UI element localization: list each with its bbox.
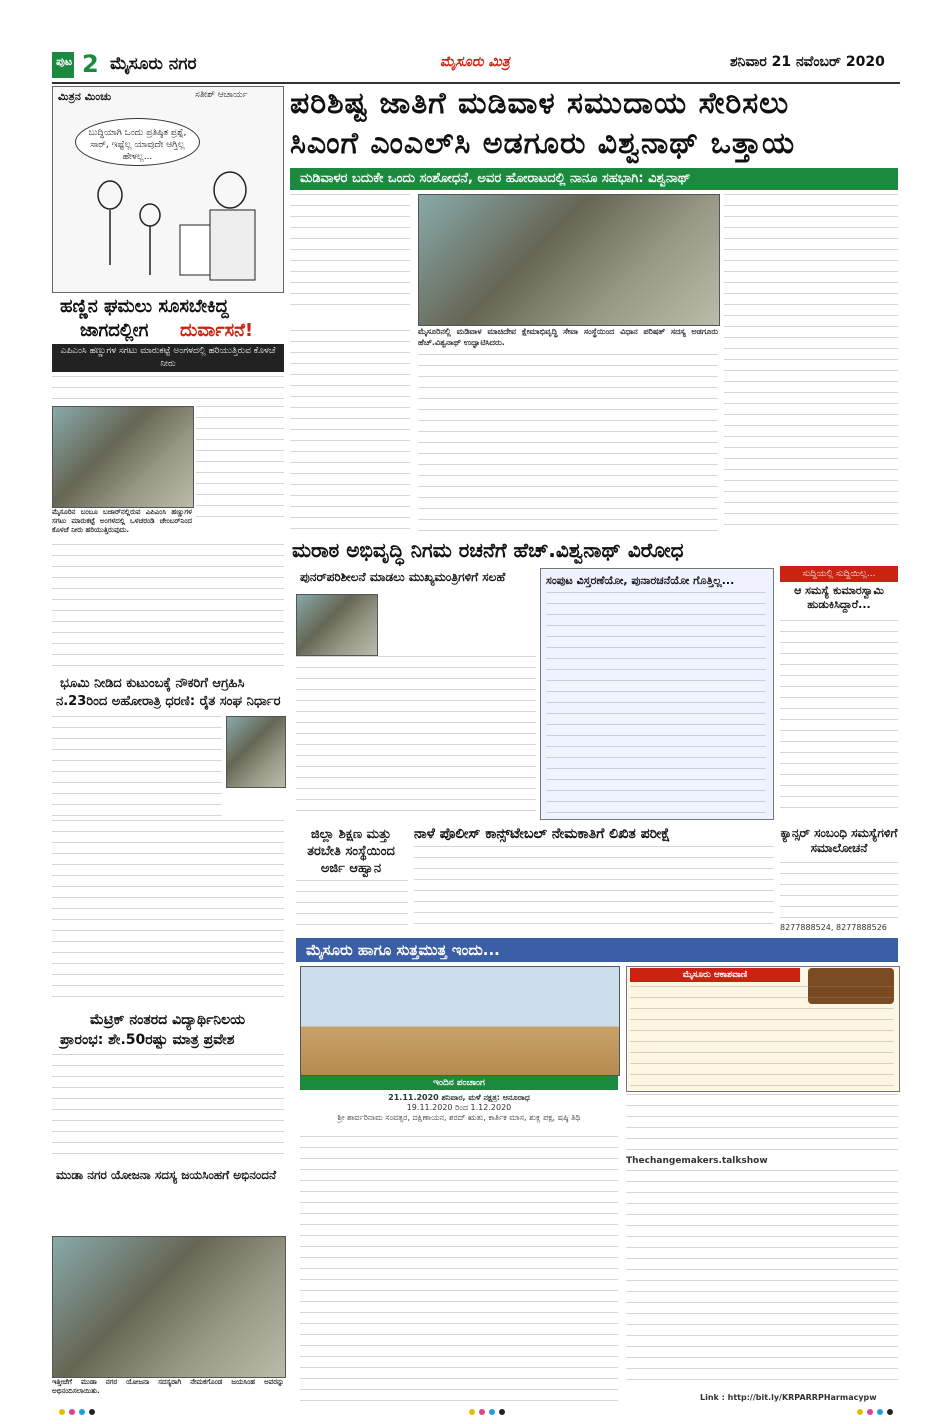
fruit-story-subhead: ಎಪಿಎಂಸಿ ಹಣ್ಣುಗಳ ಸಗಟು ಮಾರುಕಟ್ಟೆ ಅಂಗಳದಲ್ಲಿ ಹರಿಯುತ್ತಿರುವ ಕೊಳಚೆ ನೀರು: [52, 344, 284, 372]
fruit-story-body-top: [52, 376, 284, 406]
lead-body-col1: [290, 194, 410, 314]
muda-story-caption: ಇತ್ತೀಚೆಗೆ ಮುಡಾ ನಗರ ಯೋಜನಾ ಸದಸ್ಯರಾಗಿ ನೇಮಕಗೊಂಡ ಜಯಸಿಂಹ ಅವರನ್ನು ಅಭಿನಂದಿಸಲಾಯಿತು.: [52, 1378, 284, 1395]
radio-title: ಮೈಸೂರು ಆಕಾಶವಾಣಿ: [630, 968, 800, 982]
section-name: ಮೈಸೂರು ನಗರ: [110, 54, 197, 74]
metric-story-body: [52, 1054, 284, 1164]
fruit-story-photo: [52, 406, 194, 508]
muda-story-headline: ಮುಡಾ ನಗರ ಯೋಜನಾ ಸದಸ್ಯ ಜಯಸಿಂಹಗೆ ಅಭಿನಂದನೆ: [56, 1168, 277, 1182]
maratha-body: [296, 656, 536, 816]
fruit-story-body: [52, 544, 284, 670]
lead-headline-line1: ಪರಿಶಿಷ್ಟ ಜಾತಿಗೆ ಮಡಿವಾಳ ಸಮುದಾಯ ಸೇರಿಸಲು: [290, 86, 790, 121]
events-link2: Link : http://bit.ly/KRPARRPHarmacypw: [700, 1393, 877, 1402]
cancer-headline: ಕ್ಯಾನ್ಸರ್ ಸಂಬಂಧಿ ಸಮಸ್ಯೆಗಳಿಗೆ ಸಮಾಲೋಚನೆ: [780, 826, 898, 855]
page-label: ಪುಟ: [56, 55, 73, 68]
metric-story-headline1: ಮೆಟ್ರಿಕ್ ನಂತರದ ವಿದ್ಯಾರ್ಥಿನಿಲಯ: [90, 1012, 246, 1028]
lead-body-col4: [724, 194, 898, 534]
panchanga-dates2: 19.11.2020 ರಿಂದ 1.12.2020: [406, 1103, 512, 1112]
cartoon-speech-bubble: ಬುದ್ಧಿಯಾಗಿ ಒಂದು ಪ್ರತಿಷ್ಠಿತ ಪ್ರಶ್ನೆ, ಸಾರ್, ಇಷ್ಟೆಲ್ಲ ಯಾವುದೇ ಆಗ್ತಿಲ್ಲ ಹೇಳಲ್ಲ...: [75, 118, 200, 166]
events-col2a: [626, 1094, 898, 1154]
lead-photo: [418, 194, 720, 326]
radio-schedule: [630, 986, 894, 1086]
lead-body-col23: [418, 354, 718, 534]
police-body: [414, 846, 774, 934]
lead-photo-caption: ಮೈಸೂರಿನಲ್ಲಿ ಮಡಿವಾಳ ಮಾಚಿದೇವ ಕ್ಷೇಮಾಭಿವೃದ್ಧಿ ಸೇವಾ ಸಂಸ್ಥೆಯಿಂದ ವಿಧಾನ ಪರಿಷತ್ ಸದಸ್ಯ ಅಡಗೂರು ಹೆಚ್.ವಿಶ್ವನಾಥ್ ಉದ್ಘಾಟಿಸಿದರು.: [418, 327, 718, 347]
lead-headline-line2: ಸಿಎಂಗೆ ಎಂಎಲ್‌ಸಿ ಅಡಗೂರು ವಿಶ್ವನಾಥ್ ಒತ್ತಾಯ: [290, 126, 796, 161]
maratha-box-body: [546, 592, 766, 814]
cartoon-title: ಮಿತ್ರನ ಮಿಂಚು: [58, 90, 112, 103]
fruit-story-headline1: ಹಣ್ಣಿನ ಘಮಲು ಸೂಸಬೇಕಿದ್ದ: [60, 296, 229, 317]
fruit-story-headline2b: ದುರ್ವಾಸನೆ!: [180, 320, 254, 341]
fruit-story-body-right: [196, 406, 284, 526]
land-story-headline2: ನ.23ರಿಂದ ಅಹೋರಾತ್ರಿ ಧರಣಿ: ರೈತ ಸಂಘ ನಿರ್ಧಾರ: [56, 694, 281, 709]
land-story-body1: [52, 716, 222, 816]
police-headline: ನಾಳೆ ಪೊಲೀಸ್ ಕಾನ್ಸ್‌ಟೇಬಲ್ ನೇಮಕಾತಿಗೆ ಲಿಖಿತ ಪರೀಕ್ಷೆ: [414, 826, 671, 842]
cartoon-drawing: [80, 170, 270, 288]
edu-body: [296, 880, 408, 934]
lead-body-col1b: [290, 330, 410, 534]
cancer-body: [780, 862, 898, 922]
fruit-story-caption: ಮೈಸೂರಿನ ಬಂಬೂ ಬಜಾರ್‌ನಲ್ಲಿರುವ ಎಪಿಎಂಸಿ ಹಣ್ಣುಗಳ ಸಗಟು ಮಾರುಕಟ್ಟೆ ಅಂಗಳದಲ್ಲಿ ಒಳಚರಂಡಿ ಚೇಂಬರ್‌ನಿಂದ ಕೊಳಚೆ ನೀರು ಹರಿಯುತ್ತಿರುವುದು.: [52, 508, 192, 534]
maratha-headline: ಮರಾಠ ಅಭಿವೃದ್ಧಿ ನಿಗಮ ರಚನೆಗೆ ಹೆಚ್.ವಿಶ್ವನಾಥ್ ವಿರೋಧ: [292, 538, 684, 562]
cancer-phone: 8277888524, 8277888526: [780, 923, 887, 932]
metric-story-headline2: ಪ್ರಾರಂಭ: ಶೇ.50ರಷ್ಟು ಮಾತ್ರ ಪ್ರವೇಶ: [60, 1032, 235, 1048]
sidebar-body: [780, 620, 898, 816]
muda-story-photo: [52, 1236, 286, 1378]
print-registration-dots: [52, 1408, 900, 1416]
today-band: ಮೈಸೂರು ಹಾಗೂ ಸುತ್ತಮುತ್ತ ಇಂದು...: [296, 938, 898, 962]
palace-photo: [300, 966, 620, 1076]
panchanga-text: ಶ್ರೀ ಶಾರ್ವರಿನಾಮ ಸಂವತ್ಸರ, ದಕ್ಷಿಣಾಯನ, ಶರದ್ ಋತು, ಕಾರ್ತಿಕ ಮಾಸ, ಶುಕ್ಲ ಪಕ್ಷ, ಷಷ್ಠಿ ತಿಥಿ: [337, 1113, 581, 1122]
fruit-story-headline2a: ಜಾಗದಲ್ಲೀಗ: [80, 320, 149, 341]
edu-headline: ಜಿಲ್ಲಾ ಶಿಕ್ಷಣ ಮತ್ತು ತರಬೇತಿ ಸಂಸ್ಥೆಯಿಂದ ಅರ್ಜಿ ಆಹ್ವಾನ: [307, 827, 395, 876]
events-col2b: [626, 1170, 898, 1390]
events-col1: [300, 1136, 618, 1404]
maratha-subhead: ಪುನರ್‌ಪರಿಶೀಲನೆ ಮಾಡಲು ಮುಖ್ಯಮಂತ್ರಿಗಳಿಗೆ ಸಲಹೆ: [300, 570, 506, 584]
header-rule: [52, 82, 900, 84]
events-link1: Thechangemakers.talkshow: [626, 1156, 768, 1166]
panchanga-date: 21.11.2020 ಶನಿವಾರ, ಮಳೆ ನಕ್ಷತ್ರ: ಅನೂರಾಧ: [388, 1093, 530, 1102]
masthead: ಮೈಸೂರು ಮಿತ್ರ: [440, 54, 510, 70]
land-story-photo: [226, 716, 286, 788]
panchanga-title: ಇಂದಿನ ಪಂಚಾಂಗ: [300, 1076, 618, 1090]
dateline: ಶನಿವಾರ 21 ನವೆಂಬರ್ 2020: [730, 54, 885, 70]
land-story-headline1: ಭೂಮಿ ನೀಡಿದ ಕುಟುಂಬಕ್ಕೆ ನೌಕರಿಗೆ ಆಗ್ರಹಿಸಿ: [60, 676, 245, 691]
cartoon-credit: ಸತೀಶ್ ಆಚಾರ್ಯ: [195, 90, 248, 100]
sidebar-title: ಸುದ್ದಿಯಲ್ಲಿ ಸುದ್ದಿಯಿಲ್ಲ...: [780, 566, 898, 582]
lead-subhead: ಮಡಿವಾಳರ ಬದುಕೇ ಒಂದು ಸಂಶೋಧನೆ, ಅವರ ಹೋರಾಟದಲ್ಲಿ ನಾನೂ ಸಹಭಾಗಿ: ವಿಶ್ವನಾಥ್: [290, 168, 898, 190]
sidebar-headline: ಆ ಸಮಸ್ಯೆ ಕುಮಾರಸ್ವಾಮಿ ಹುಡುಕಿಸಿದ್ದಾರೆ...: [794, 584, 884, 611]
page-number: 2: [82, 50, 99, 78]
maratha-box-title: ಸಂಪುಟ ವಿಸ್ತರಣೆಯೋ, ಪುನಾರಚನೆಯೋ ಗೊತ್ತಿಲ್ಲ...: [546, 574, 735, 587]
land-story-body2: [52, 820, 284, 1006]
maratha-photo: [296, 594, 378, 656]
